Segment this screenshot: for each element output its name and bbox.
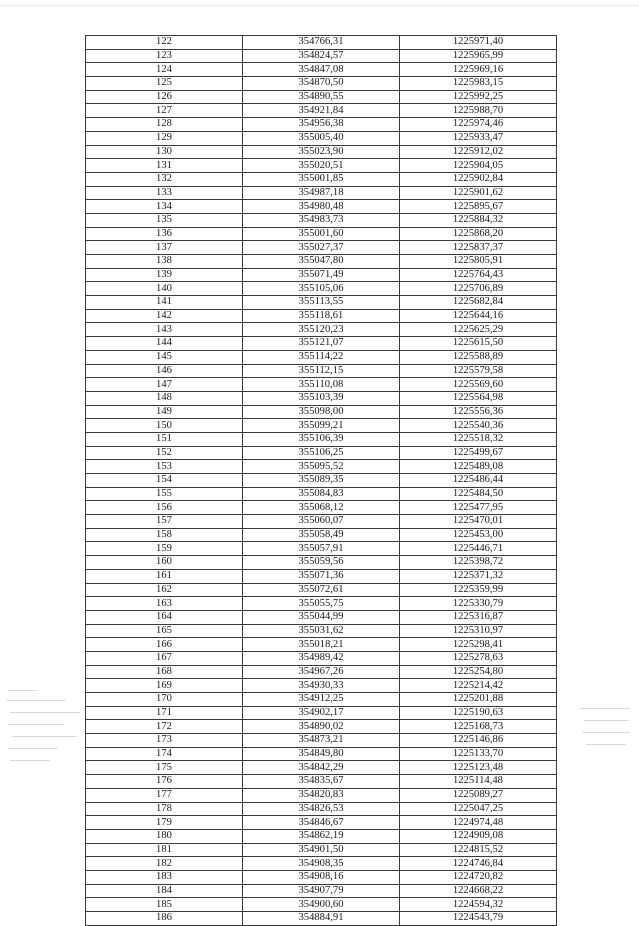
scan-smudge bbox=[580, 708, 630, 709]
point-number-cell: 186 bbox=[86, 912, 243, 926]
y-coordinate-cell: 1225540,36 bbox=[400, 419, 557, 433]
point-number-cell: 134 bbox=[86, 200, 243, 214]
x-coordinate-cell: 355105,06 bbox=[243, 282, 400, 296]
x-coordinate-cell: 354930,33 bbox=[243, 679, 400, 693]
scan-edge-line bbox=[0, 5, 639, 6]
point-number-cell: 135 bbox=[86, 213, 243, 227]
y-coordinate-cell: 1225965,99 bbox=[400, 49, 557, 63]
x-coordinate-cell: 354983,73 bbox=[243, 213, 400, 227]
table-row bbox=[86, 419, 557, 433]
point-number-cell: 162 bbox=[86, 583, 243, 597]
x-coordinate-cell: 354842,29 bbox=[243, 761, 400, 775]
table-row bbox=[86, 282, 557, 296]
y-coordinate-cell: 1225837,37 bbox=[400, 241, 557, 255]
table-row bbox=[86, 104, 557, 118]
point-number-cell: 139 bbox=[86, 268, 243, 282]
x-coordinate-cell: 355023,90 bbox=[243, 145, 400, 159]
x-coordinate-cell: 355084,83 bbox=[243, 487, 400, 501]
table-row bbox=[86, 734, 557, 748]
x-coordinate-cell: 355106,25 bbox=[243, 446, 400, 460]
table-row bbox=[86, 90, 557, 104]
y-coordinate-cell: 1225146,86 bbox=[400, 734, 557, 748]
y-coordinate-cell: 1224594,32 bbox=[400, 898, 557, 912]
table-row bbox=[86, 145, 557, 159]
table-row bbox=[86, 159, 557, 173]
point-number-cell: 160 bbox=[86, 556, 243, 570]
point-number-cell: 164 bbox=[86, 610, 243, 624]
x-coordinate-cell: 355121,07 bbox=[243, 337, 400, 351]
table-row bbox=[86, 432, 557, 446]
y-coordinate-cell: 1225988,70 bbox=[400, 104, 557, 118]
table-row bbox=[86, 241, 557, 255]
y-coordinate-cell: 1225974,46 bbox=[400, 118, 557, 132]
table-row bbox=[86, 36, 557, 50]
point-number-cell: 174 bbox=[86, 747, 243, 761]
x-coordinate-cell: 354884,91 bbox=[243, 912, 400, 926]
point-number-cell: 163 bbox=[86, 597, 243, 611]
scan-smudge bbox=[8, 724, 63, 725]
scan-smudge bbox=[12, 736, 77, 737]
table-row bbox=[86, 378, 557, 392]
y-coordinate-cell: 1225868,20 bbox=[400, 227, 557, 241]
table-row bbox=[86, 569, 557, 583]
x-coordinate-cell: 354862,19 bbox=[243, 829, 400, 843]
table-row bbox=[86, 227, 557, 241]
table-row bbox=[86, 200, 557, 214]
x-coordinate-cell: 354873,21 bbox=[243, 734, 400, 748]
x-coordinate-cell: 355095,52 bbox=[243, 460, 400, 474]
x-coordinate-cell: 354967,26 bbox=[243, 665, 400, 679]
table-row bbox=[86, 474, 557, 488]
point-number-cell: 140 bbox=[86, 282, 243, 296]
y-coordinate-cell: 1225969,16 bbox=[400, 63, 557, 77]
y-coordinate-cell: 1225310,97 bbox=[400, 624, 557, 638]
x-coordinate-cell: 354820,83 bbox=[243, 788, 400, 802]
x-coordinate-cell: 354826,53 bbox=[243, 802, 400, 816]
y-coordinate-cell: 1225453,00 bbox=[400, 528, 557, 542]
point-number-cell: 132 bbox=[86, 172, 243, 186]
x-coordinate-cell: 355071,36 bbox=[243, 569, 400, 583]
point-number-cell: 178 bbox=[86, 802, 243, 816]
y-coordinate-cell: 1225933,47 bbox=[400, 131, 557, 145]
point-number-cell: 147 bbox=[86, 378, 243, 392]
x-coordinate-cell: 355112,15 bbox=[243, 364, 400, 378]
table-row bbox=[86, 487, 557, 501]
table-row bbox=[86, 679, 557, 693]
y-coordinate-cell: 1224909,08 bbox=[400, 829, 557, 843]
table-row bbox=[86, 118, 557, 132]
y-coordinate-cell: 1224720,82 bbox=[400, 870, 557, 884]
y-coordinate-cell: 1225477,95 bbox=[400, 501, 557, 515]
y-coordinate-cell: 1225625,29 bbox=[400, 323, 557, 337]
x-coordinate-cell: 355018,21 bbox=[243, 638, 400, 652]
table-row bbox=[86, 542, 557, 556]
y-coordinate-cell: 1225644,16 bbox=[400, 309, 557, 323]
table-row bbox=[86, 665, 557, 679]
table-row bbox=[86, 446, 557, 460]
point-number-cell: 177 bbox=[86, 788, 243, 802]
table-row bbox=[86, 870, 557, 884]
scan-smudge bbox=[582, 732, 630, 733]
y-coordinate-cell: 1225214,42 bbox=[400, 679, 557, 693]
table-row bbox=[86, 391, 557, 405]
x-coordinate-cell: 354989,42 bbox=[243, 651, 400, 665]
x-coordinate-cell: 355106,39 bbox=[243, 432, 400, 446]
table-row bbox=[86, 255, 557, 269]
x-coordinate-cell: 354907,79 bbox=[243, 884, 400, 898]
point-number-cell: 128 bbox=[86, 118, 243, 132]
x-coordinate-cell: 354901,50 bbox=[243, 843, 400, 857]
y-coordinate-cell: 1225884,32 bbox=[400, 213, 557, 227]
y-coordinate-cell: 1225992,25 bbox=[400, 90, 557, 104]
point-number-cell: 141 bbox=[86, 296, 243, 310]
point-number-cell: 149 bbox=[86, 405, 243, 419]
point-number-cell: 172 bbox=[86, 720, 243, 734]
x-coordinate-cell: 355031,62 bbox=[243, 624, 400, 638]
y-coordinate-cell: 1225569,60 bbox=[400, 378, 557, 392]
x-coordinate-cell: 354846,67 bbox=[243, 816, 400, 830]
point-number-cell: 173 bbox=[86, 734, 243, 748]
coordinates-table-body bbox=[86, 36, 557, 926]
table-row bbox=[86, 720, 557, 734]
x-coordinate-cell: 355058,49 bbox=[243, 528, 400, 542]
y-coordinate-cell: 1225764,43 bbox=[400, 268, 557, 282]
x-coordinate-cell: 354900,60 bbox=[243, 898, 400, 912]
point-number-cell: 137 bbox=[86, 241, 243, 255]
y-coordinate-cell: 1225254,80 bbox=[400, 665, 557, 679]
point-number-cell: 136 bbox=[86, 227, 243, 241]
y-coordinate-cell: 1225484,50 bbox=[400, 487, 557, 501]
point-number-cell: 159 bbox=[86, 542, 243, 556]
scan-smudge bbox=[10, 712, 80, 713]
y-coordinate-cell: 1225371,32 bbox=[400, 569, 557, 583]
table-row bbox=[86, 323, 557, 337]
x-coordinate-cell: 354890,55 bbox=[243, 90, 400, 104]
table-row bbox=[86, 556, 557, 570]
table-row bbox=[86, 63, 557, 77]
x-coordinate-cell: 355057,91 bbox=[243, 542, 400, 556]
table-row bbox=[86, 364, 557, 378]
coordinates-table bbox=[85, 35, 557, 926]
point-number-cell: 125 bbox=[86, 77, 243, 91]
table-row bbox=[86, 501, 557, 515]
point-number-cell: 143 bbox=[86, 323, 243, 337]
y-coordinate-cell: 1225912,02 bbox=[400, 145, 557, 159]
point-number-cell: 138 bbox=[86, 255, 243, 269]
table-row bbox=[86, 706, 557, 720]
x-coordinate-cell: 354847,08 bbox=[243, 63, 400, 77]
point-number-cell: 144 bbox=[86, 337, 243, 351]
x-coordinate-cell: 355118,61 bbox=[243, 309, 400, 323]
table-row bbox=[86, 829, 557, 843]
x-coordinate-cell: 355060,07 bbox=[243, 515, 400, 529]
y-coordinate-cell: 1225470,01 bbox=[400, 515, 557, 529]
x-coordinate-cell: 355001,60 bbox=[243, 227, 400, 241]
x-coordinate-cell: 355027,37 bbox=[243, 241, 400, 255]
x-coordinate-cell: 355005,40 bbox=[243, 131, 400, 145]
point-number-cell: 158 bbox=[86, 528, 243, 542]
point-number-cell: 165 bbox=[86, 624, 243, 638]
y-coordinate-cell: 1225706,89 bbox=[400, 282, 557, 296]
x-coordinate-cell: 355044,99 bbox=[243, 610, 400, 624]
x-coordinate-cell: 354870,50 bbox=[243, 77, 400, 91]
y-coordinate-cell: 1224815,52 bbox=[400, 843, 557, 857]
point-number-cell: 154 bbox=[86, 474, 243, 488]
x-coordinate-cell: 355068,12 bbox=[243, 501, 400, 515]
point-number-cell: 156 bbox=[86, 501, 243, 515]
x-coordinate-cell: 354908,16 bbox=[243, 870, 400, 884]
x-coordinate-cell: 354902,17 bbox=[243, 706, 400, 720]
x-coordinate-cell: 354987,18 bbox=[243, 186, 400, 200]
table-row bbox=[86, 350, 557, 364]
point-number-cell: 184 bbox=[86, 884, 243, 898]
y-coordinate-cell: 1225486,44 bbox=[400, 474, 557, 488]
point-number-cell: 155 bbox=[86, 487, 243, 501]
y-coordinate-cell: 1224543,79 bbox=[400, 912, 557, 926]
table-row bbox=[86, 405, 557, 419]
point-number-cell: 150 bbox=[86, 419, 243, 433]
y-coordinate-cell: 1225901,62 bbox=[400, 186, 557, 200]
x-coordinate-cell: 355059,56 bbox=[243, 556, 400, 570]
table-row bbox=[86, 583, 557, 597]
x-coordinate-cell: 355110,08 bbox=[243, 378, 400, 392]
table-row bbox=[86, 761, 557, 775]
x-coordinate-cell: 354980,48 bbox=[243, 200, 400, 214]
x-coordinate-cell: 354908,35 bbox=[243, 857, 400, 871]
point-number-cell: 185 bbox=[86, 898, 243, 912]
y-coordinate-cell: 1225983,15 bbox=[400, 77, 557, 91]
y-coordinate-cell: 1225971,40 bbox=[400, 36, 557, 50]
y-coordinate-cell: 1225114,48 bbox=[400, 775, 557, 789]
y-coordinate-cell: 1225579,58 bbox=[400, 364, 557, 378]
table-row bbox=[86, 309, 557, 323]
y-coordinate-cell: 1224974,48 bbox=[400, 816, 557, 830]
y-coordinate-cell: 1225489,08 bbox=[400, 460, 557, 474]
y-coordinate-cell: 1225330,79 bbox=[400, 597, 557, 611]
point-number-cell: 129 bbox=[86, 131, 243, 145]
point-number-cell: 142 bbox=[86, 309, 243, 323]
point-number-cell: 126 bbox=[86, 90, 243, 104]
y-coordinate-cell: 1225316,87 bbox=[400, 610, 557, 624]
point-number-cell: 167 bbox=[86, 651, 243, 665]
x-coordinate-cell: 354849,80 bbox=[243, 747, 400, 761]
x-coordinate-cell: 355020,51 bbox=[243, 159, 400, 173]
x-coordinate-cell: 354824,57 bbox=[243, 49, 400, 63]
table-row bbox=[86, 747, 557, 761]
y-coordinate-cell: 1225190,63 bbox=[400, 706, 557, 720]
table-row bbox=[86, 186, 557, 200]
y-coordinate-cell: 1225564,98 bbox=[400, 391, 557, 405]
table-row bbox=[86, 775, 557, 789]
y-coordinate-cell: 1225359,99 bbox=[400, 583, 557, 597]
x-coordinate-cell: 355071,49 bbox=[243, 268, 400, 282]
y-coordinate-cell: 1225278,63 bbox=[400, 651, 557, 665]
x-coordinate-cell: 355055,75 bbox=[243, 597, 400, 611]
x-coordinate-cell: 355001,85 bbox=[243, 172, 400, 186]
table-row bbox=[86, 651, 557, 665]
point-number-cell: 166 bbox=[86, 638, 243, 652]
table-row bbox=[86, 884, 557, 898]
point-number-cell: 146 bbox=[86, 364, 243, 378]
point-number-cell: 179 bbox=[86, 816, 243, 830]
point-number-cell: 122 bbox=[86, 36, 243, 50]
y-coordinate-cell: 1225682,84 bbox=[400, 296, 557, 310]
table-row bbox=[86, 131, 557, 145]
table-row bbox=[86, 337, 557, 351]
x-coordinate-cell: 354912,25 bbox=[243, 693, 400, 707]
table-row bbox=[86, 912, 557, 926]
point-number-cell: 148 bbox=[86, 391, 243, 405]
scan-smudge bbox=[6, 700, 66, 701]
table-row bbox=[86, 77, 557, 91]
point-number-cell: 153 bbox=[86, 460, 243, 474]
table-row bbox=[86, 515, 557, 529]
y-coordinate-cell: 1225556,36 bbox=[400, 405, 557, 419]
table-row bbox=[86, 610, 557, 624]
table-row bbox=[86, 597, 557, 611]
x-coordinate-cell: 355047,80 bbox=[243, 255, 400, 269]
scan-smudge bbox=[8, 748, 58, 749]
y-coordinate-cell: 1225168,73 bbox=[400, 720, 557, 734]
y-coordinate-cell: 1225588,89 bbox=[400, 350, 557, 364]
y-coordinate-cell: 1225298,41 bbox=[400, 638, 557, 652]
y-coordinate-cell: 1225446,71 bbox=[400, 542, 557, 556]
table-row bbox=[86, 843, 557, 857]
point-number-cell: 171 bbox=[86, 706, 243, 720]
table-row bbox=[86, 268, 557, 282]
x-coordinate-cell: 355113,55 bbox=[243, 296, 400, 310]
x-coordinate-cell: 355103,39 bbox=[243, 391, 400, 405]
table-row bbox=[86, 638, 557, 652]
point-number-cell: 176 bbox=[86, 775, 243, 789]
x-coordinate-cell: 355099,21 bbox=[243, 419, 400, 433]
point-number-cell: 170 bbox=[86, 693, 243, 707]
x-coordinate-cell: 354835,67 bbox=[243, 775, 400, 789]
y-coordinate-cell: 1224746,84 bbox=[400, 857, 557, 871]
scan-smudge bbox=[10, 760, 50, 761]
table-row bbox=[86, 49, 557, 63]
y-coordinate-cell: 1224668,22 bbox=[400, 884, 557, 898]
table-row bbox=[86, 528, 557, 542]
point-number-cell: 157 bbox=[86, 515, 243, 529]
table-row bbox=[86, 460, 557, 474]
point-number-cell: 161 bbox=[86, 569, 243, 583]
x-coordinate-cell: 354956,38 bbox=[243, 118, 400, 132]
table-row bbox=[86, 816, 557, 830]
point-number-cell: 180 bbox=[86, 829, 243, 843]
point-number-cell: 127 bbox=[86, 104, 243, 118]
table-row bbox=[86, 296, 557, 310]
x-coordinate-cell: 355120,23 bbox=[243, 323, 400, 337]
table-row bbox=[86, 857, 557, 871]
y-coordinate-cell: 1225904,05 bbox=[400, 159, 557, 173]
y-coordinate-cell: 1225518,32 bbox=[400, 432, 557, 446]
y-coordinate-cell: 1225047,25 bbox=[400, 802, 557, 816]
point-number-cell: 175 bbox=[86, 761, 243, 775]
y-coordinate-cell: 1225615,50 bbox=[400, 337, 557, 351]
point-number-cell: 130 bbox=[86, 145, 243, 159]
point-number-cell: 124 bbox=[86, 63, 243, 77]
x-coordinate-cell: 355098,00 bbox=[243, 405, 400, 419]
x-coordinate-cell: 354890,02 bbox=[243, 720, 400, 734]
point-number-cell: 169 bbox=[86, 679, 243, 693]
point-number-cell: 133 bbox=[86, 186, 243, 200]
y-coordinate-cell: 1225133,70 bbox=[400, 747, 557, 761]
table-row bbox=[86, 172, 557, 186]
point-number-cell: 151 bbox=[86, 432, 243, 446]
point-number-cell: 183 bbox=[86, 870, 243, 884]
table-row bbox=[86, 802, 557, 816]
y-coordinate-cell: 1225499,67 bbox=[400, 446, 557, 460]
point-number-cell: 123 bbox=[86, 49, 243, 63]
x-coordinate-cell: 355072,61 bbox=[243, 583, 400, 597]
y-coordinate-cell: 1225895,67 bbox=[400, 200, 557, 214]
point-number-cell: 152 bbox=[86, 446, 243, 460]
point-number-cell: 131 bbox=[86, 159, 243, 173]
y-coordinate-cell: 1225123,48 bbox=[400, 761, 557, 775]
table-row bbox=[86, 693, 557, 707]
scan-smudge bbox=[586, 744, 626, 745]
table-row bbox=[86, 213, 557, 227]
y-coordinate-cell: 1225089,27 bbox=[400, 788, 557, 802]
scan-smudge bbox=[8, 690, 38, 691]
point-number-cell: 181 bbox=[86, 843, 243, 857]
y-coordinate-cell: 1225902,84 bbox=[400, 172, 557, 186]
x-coordinate-cell: 355089,35 bbox=[243, 474, 400, 488]
x-coordinate-cell: 354766,31 bbox=[243, 36, 400, 50]
point-number-cell: 182 bbox=[86, 857, 243, 871]
scan-smudge bbox=[584, 720, 629, 721]
x-coordinate-cell: 355114,22 bbox=[243, 350, 400, 364]
table-row bbox=[86, 788, 557, 802]
point-number-cell: 145 bbox=[86, 350, 243, 364]
y-coordinate-cell: 1225398,72 bbox=[400, 556, 557, 570]
point-number-cell: 168 bbox=[86, 665, 243, 679]
y-coordinate-cell: 1225805,91 bbox=[400, 255, 557, 269]
y-coordinate-cell: 1225201,88 bbox=[400, 693, 557, 707]
x-coordinate-cell: 354921,84 bbox=[243, 104, 400, 118]
table-row bbox=[86, 624, 557, 638]
